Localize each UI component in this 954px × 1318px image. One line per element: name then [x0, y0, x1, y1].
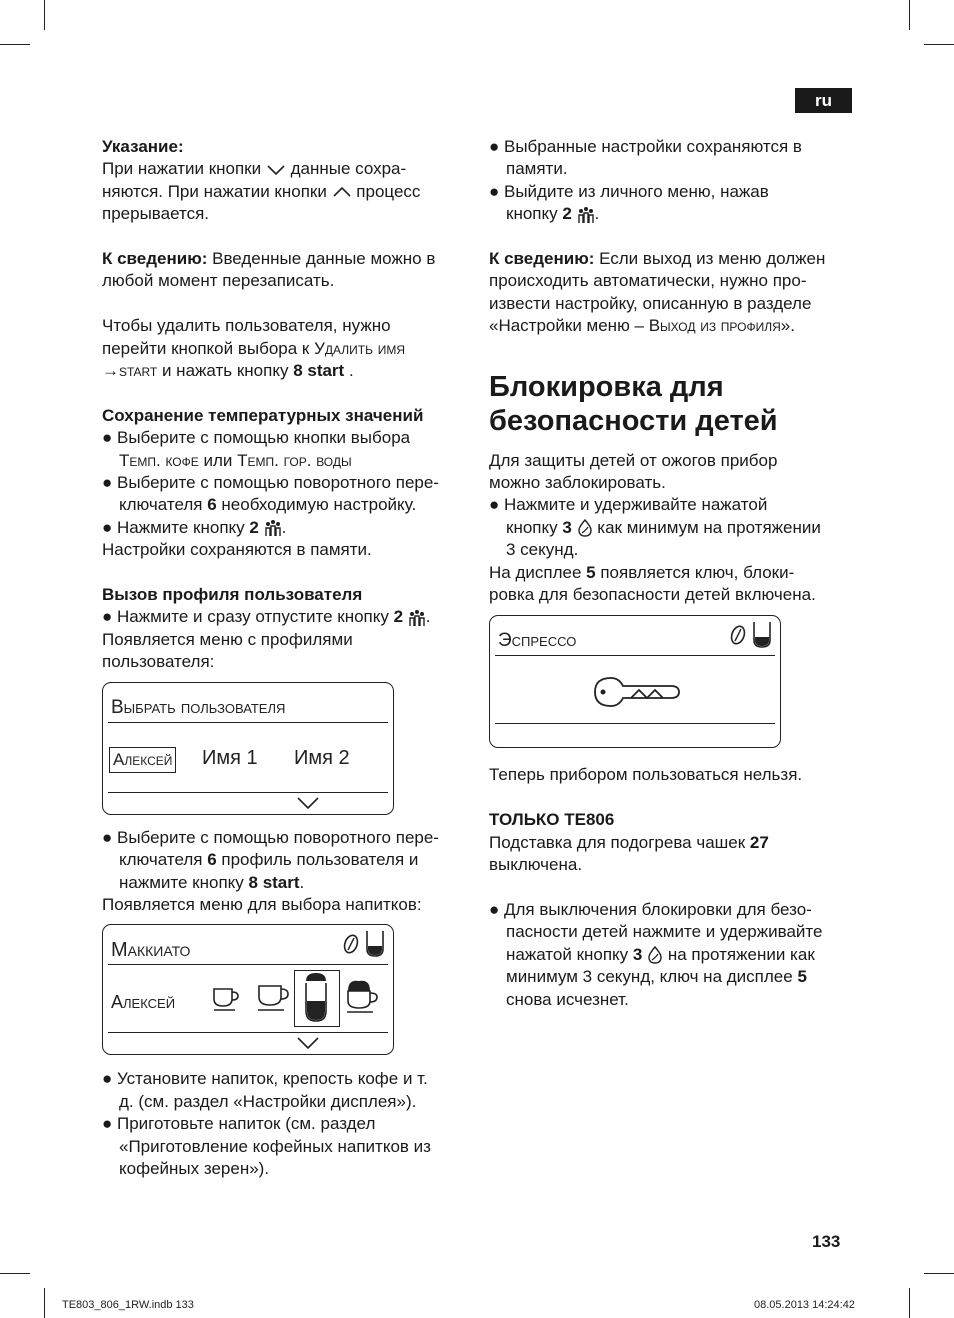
users-icon — [577, 206, 595, 224]
profile-heading: Вызов профиля пользователя — [102, 585, 363, 605]
bullet-item: ● Для выключения блокировки для безо- — [489, 899, 812, 919]
bullet-item: ключателя 6 необходимую настройку. — [119, 495, 417, 515]
lock-text: ровка для безопасности детей включена. — [489, 585, 816, 605]
lock-text: Для защиты детей от ожогов прибор — [489, 450, 778, 470]
model-heading: ТОЛЬКО TE806 — [489, 810, 615, 830]
cup-icon — [211, 985, 241, 1013]
bullet-item: ключателя 6 профиль пользователя и — [119, 850, 419, 870]
info-paragraph: извести настройку, описанную в разделе — [489, 293, 812, 313]
crop-mark — [924, 44, 954, 45]
bullet-item: д. (см. раздел «Настройки дисплея»). — [119, 1091, 417, 1111]
chevron-up-icon — [332, 186, 352, 198]
bullet-item: Темп. кофе или Темп. гор. воды — [119, 450, 352, 470]
user-option-selected: Алексей — [109, 747, 176, 773]
display-user-select — [102, 682, 394, 815]
latte-glass-icon — [303, 971, 329, 1025]
left-column — [102, 136, 470, 1180]
bullet-item: нажатой кнопку 3 на протяжении как — [506, 944, 815, 964]
bullet-item: ● Выбранные настройки сохраняются в — [489, 137, 802, 156]
lock-text: можно заблокировать. — [489, 473, 666, 493]
section-heading: Блокировка для — [489, 370, 724, 403]
chevron-down-icon — [296, 1036, 320, 1050]
note-heading: Указание: — [102, 137, 184, 156]
cup-icon — [256, 983, 290, 1013]
cup-size-icon — [752, 620, 772, 650]
crop-mark — [909, 0, 910, 30]
footer-date: 08.05.2013 14:24:42 — [754, 1299, 855, 1311]
delete-paragraph: →start и нажать кнопку 8 start . — [102, 361, 354, 381]
lock-text: На дисплее 5 появляется ключ, блоки- — [489, 562, 795, 582]
bullet-item: ● Выберите с помощью кнопки выбора — [102, 428, 411, 448]
temp-saved-text: Настройки сохраняются в памяти. — [102, 540, 372, 560]
drop-icon — [577, 519, 593, 537]
bullet-item: ● Выйдите из личного меню, нажав — [489, 181, 769, 201]
cup-size-icon — [365, 929, 385, 959]
bullet-item: кнопку 2 . — [506, 204, 600, 224]
section-heading: безопасности детей — [489, 404, 778, 437]
page-number: 133 — [812, 1232, 841, 1251]
bullet-item: ● Выберите с помощью поворотного пере- — [102, 473, 439, 493]
crop-mark — [909, 1288, 910, 1318]
bullet-item: 3 секунд. — [506, 540, 579, 560]
display-child-lock — [489, 615, 781, 748]
bullet-item: памяти. — [506, 159, 568, 179]
user-option: Имя 2 — [294, 746, 350, 769]
bullet-item: ● Нажмите кнопку 2 . — [102, 517, 287, 537]
info-paragraph: любой момент перезаписать. — [102, 271, 335, 291]
bullet-item: минимум 3 секунд, ключ на дисплее 5 — [506, 967, 807, 987]
bullet-item: кнопку 3 как минимум на протяжении — [506, 517, 821, 537]
note-line: При нажатии кнопки данные сохра- — [102, 159, 407, 179]
bullet-item: «Приготовление кофейных напитков из — [119, 1136, 431, 1156]
profile-text: пользователя: — [102, 652, 215, 672]
bullet-item: ● Нажмите и сразу отпустите кнопку 2 . — [102, 607, 431, 627]
crop-mark — [44, 0, 45, 30]
users-icon — [264, 519, 282, 537]
select-text: Появляется меню для выбора напитков: — [102, 894, 422, 914]
crop-mark — [924, 1273, 954, 1274]
crop-mark — [0, 44, 30, 45]
user-name: Алексей — [111, 992, 176, 1013]
info-paragraph: К сведению: Введенные данные можно в — [102, 249, 436, 269]
bean-icon — [730, 624, 746, 646]
chevron-down-icon — [296, 796, 320, 810]
display-drink-select — [102, 924, 394, 1055]
bullet-item: ● Приготовьте напиток (см. раздел — [102, 1114, 376, 1134]
info-paragraph: происходить автоматически, нужно про- — [489, 271, 807, 291]
bullet-item: ● Нажмите и удерживайте нажатой — [489, 495, 768, 515]
note-line: няются. При нажатии кнопки процесс — [102, 181, 421, 201]
display-title: Эспрессо — [498, 630, 577, 652]
bullet-item: ● Выберите с помощью поворотного пере- — [102, 827, 439, 847]
footer-file: TE803_806_1RW.indb 133 — [62, 1299, 194, 1311]
crop-mark — [0, 1273, 30, 1274]
bullet-item: кофейных зерен»). — [119, 1158, 270, 1178]
chevron-down-icon — [266, 164, 286, 176]
bullet-item: ● Установите напиток, крепость кофе и т. — [102, 1069, 428, 1089]
cappuccino-cup-icon — [345, 977, 381, 1015]
after-lock-text: Теперь прибором пользоваться нельзя. — [489, 765, 803, 785]
display-title: Выбрать пользователя — [111, 696, 286, 718]
info-paragraph: К сведению: Если выход из меню должен — [489, 249, 826, 269]
delete-paragraph: перейти кнопкой выбора к Удалить имя — [102, 338, 406, 358]
delete-paragraph: Чтобы удалить пользователя, нужно — [102, 316, 391, 336]
users-icon — [408, 609, 426, 627]
crop-mark — [44, 1288, 45, 1318]
drop-icon — [647, 946, 663, 964]
user-option: Имя 1 — [202, 746, 258, 769]
key-icon — [591, 674, 683, 710]
info-paragraph: «Настройки меню – Выход из профиля». — [489, 316, 795, 336]
temp-heading: Сохранение температурных значений — [102, 405, 424, 425]
language-tab: ru — [795, 88, 852, 113]
model-text: выключена. — [489, 855, 583, 875]
right-column — [489, 136, 859, 1011]
note-line: прерывается. — [102, 204, 209, 224]
bullet-item: снова исчезнет. — [506, 989, 629, 1009]
profile-text: Появляется меню с профилями — [102, 629, 353, 649]
model-text: Подставка для подогрева чашек 27 — [489, 832, 769, 852]
bullet-item: нажмите кнопку 8 start. — [119, 872, 305, 892]
bullet-item: пасности детей нажмите и удерживайте — [506, 922, 823, 942]
display-title: Маккиато — [111, 939, 191, 962]
bean-icon — [343, 933, 359, 955]
